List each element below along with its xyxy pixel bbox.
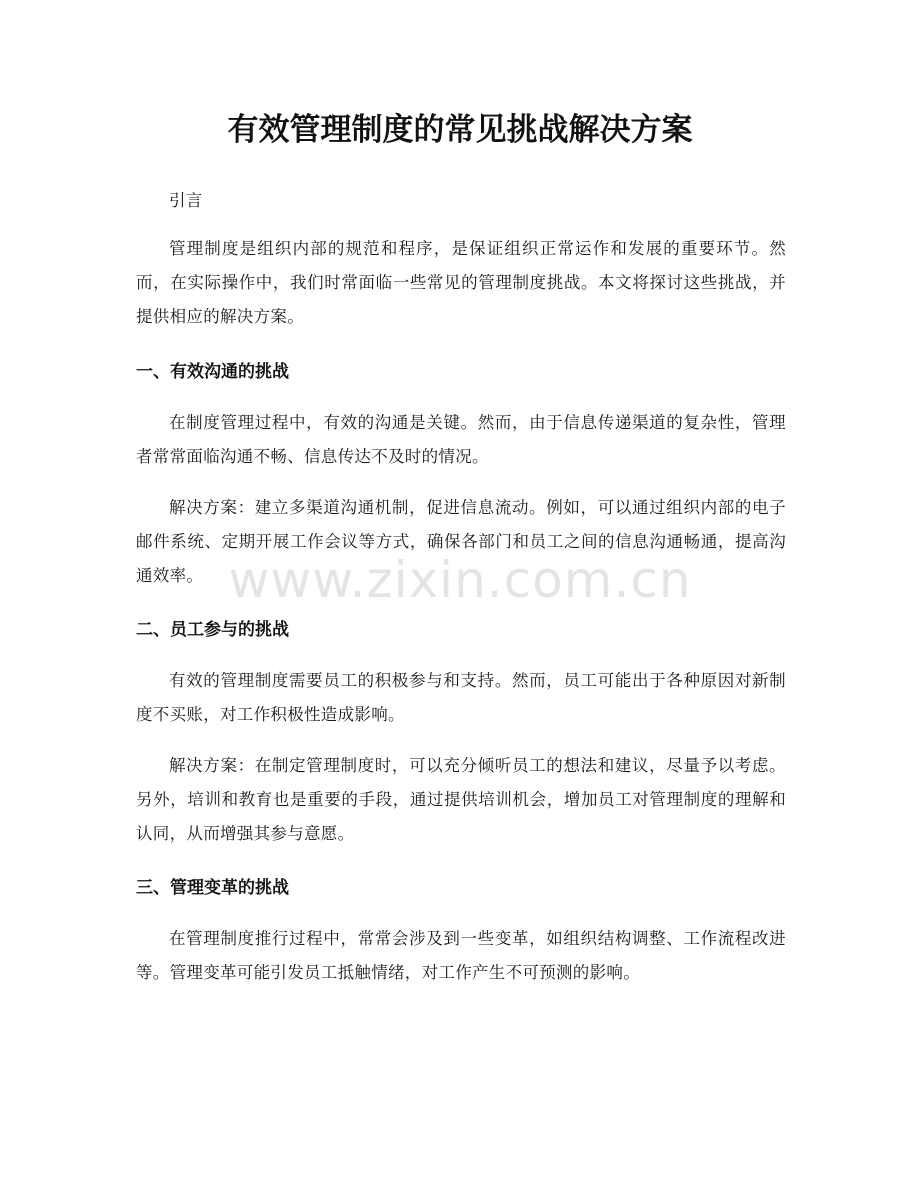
section-3-problem: 在管理制度推行过程中，常常会涉及到一些变革，如组织结构调整、工作流程改进等。管理变革可能引发员工抵触情绪，对工作产生不可预测的影响。 <box>136 929 786 982</box>
section-2-solution: 解决方案：在制定管理制度时，可以充分倾听员工的想法和建议，尽量予以考虑。另外，培训和教育也是重要的手段，通过提供培训机会，增加员工对管理制度的理解和认同，从而增强其参与意愿。 <box>136 756 786 843</box>
section-2-problem: 有效的管理制度需要员工的积极参与和支持。然而，员工可能出于各种原因对新制度不买账，对工作积极性造成影响。 <box>136 671 786 724</box>
document-title: 有效管理制度的常见挑战解决方案 <box>227 112 693 148</box>
watermark: www.zixin.com.cn <box>228 551 692 609</box>
intro-label: 引言 <box>169 191 203 210</box>
section-1-solution: 解决方案：建立多渠道沟通机制，促进信息流动。例如，可以通过组织内部的电子邮件系统、定期开展工作会议等方式，确保各部门和员工之间的信息沟通畅通，提高沟通效率。 <box>136 498 786 585</box>
section-3-heading: 三、管理变革的挑战 <box>136 878 289 898</box>
section-1-problem: 在制度管理过程中，有效的沟通是关键。然而，由于信息传递渠道的复杂性，管理者常常面临沟通不畅、信息传达不及时的情况。 <box>136 413 786 466</box>
section-1-heading: 一、有效沟通的挑战 <box>136 362 289 382</box>
section-2-heading: 二、员工参与的挑战 <box>136 620 289 640</box>
intro-paragraph: 管理制度是组织内部的规范和程序，是保证组织正常运作和发展的重要环节。然而，在实际操作中，我们时常面临一些常见的管理制度挑战。本文将探讨这些挑战，并提供相应的解决方案。 <box>136 239 786 326</box>
